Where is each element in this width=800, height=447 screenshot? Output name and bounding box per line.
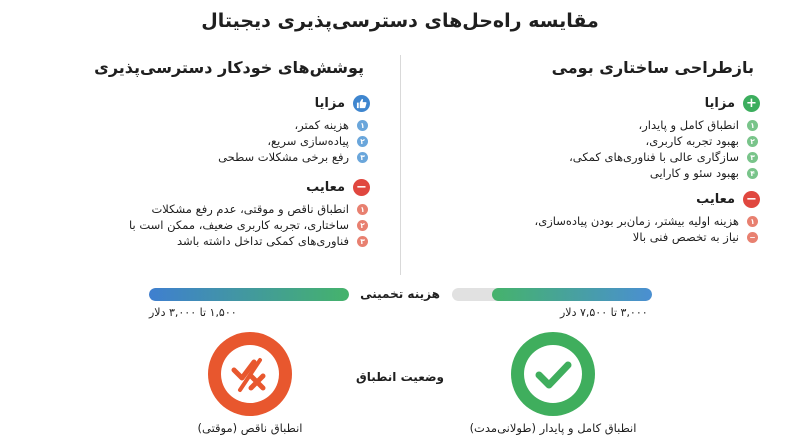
native-pros-list	[430, 118, 760, 181]
native-cost-bar	[452, 288, 652, 301]
overlay-cost-label: ۱,۵۰۰ تا ۳,۰۰۰ دلار	[149, 306, 237, 319]
list-item: ۳ فناوری‌های کمکی تداخل داشته باشد	[40, 234, 370, 249]
list-item: ۲ ساختاری، تجربه کاربری ضعیف، ممکن است با	[40, 218, 370, 233]
number-badge: ۱	[747, 120, 758, 131]
thumbs-up-icon	[353, 95, 370, 112]
native-cost-fill	[492, 288, 652, 301]
overlay-title: پوشش‌های خودکار دسترسی‌پذیری	[94, 58, 364, 77]
list-item: ۱ هزینه کمتر،	[40, 118, 370, 133]
status-heading: وضعیت انطباق	[355, 370, 445, 384]
page-title: مقایسه راه‌حل‌های دسترسی‌پذیری دیجیتال	[201, 10, 599, 32]
list-item: ۲ بهبود تجربه کاربری،	[430, 134, 760, 149]
native-cost-label: ۳,۰۰۰ تا ۷,۵۰۰ دلار	[560, 306, 648, 319]
number-badge: ۱	[357, 204, 368, 215]
minus-icon: −	[743, 191, 760, 208]
native-redesign-title: بازطراحی ساختاری بومی	[551, 58, 754, 77]
overlay-cost-fill	[149, 288, 349, 301]
check-icon	[511, 332, 595, 416]
minus-icon: −	[353, 179, 370, 196]
native-cons-heading	[430, 191, 760, 208]
number-badge: ۳	[357, 152, 368, 163]
native-pros-label: مزایا	[704, 96, 735, 111]
number-badge: ۲	[747, 136, 758, 147]
overlay-column	[40, 58, 370, 259]
overlay-cons-list	[40, 202, 370, 249]
list-item: ۳ رفع برخی مشکلات سطحی	[40, 150, 370, 165]
plus-icon: +	[743, 95, 760, 112]
list-item: − نیاز به تخصص فنی بالا	[430, 230, 760, 245]
overlay-status-label: انطباق ناقص (موقتی)	[197, 421, 303, 435]
number-badge: ۳	[357, 236, 368, 247]
list-item: ۱ انطباق ناقص و موقتی، عدم رفع مشکلات	[40, 202, 370, 217]
list-item: ۲ پیاده‌سازی سریع،	[40, 134, 370, 149]
check-cross-icon	[208, 332, 292, 416]
overlay-cons-label: معایب	[306, 180, 345, 195]
list-item: ۳ سازگاری عالی با فناوری‌های کمکی،	[430, 150, 760, 165]
number-badge: ۲	[357, 136, 368, 147]
overlay-cost-bar	[149, 288, 349, 301]
number-badge: ۴	[747, 168, 758, 179]
column-divider	[400, 55, 401, 275]
overlay-pros-heading	[40, 95, 370, 112]
native-cons-list	[430, 214, 760, 245]
number-badge: ۱	[357, 120, 368, 131]
list-item: ۱ هزینه اولیه بیشتر، زمان‌بر بودن پیاده‌سازی،	[430, 214, 760, 229]
number-badge: ۱	[747, 216, 758, 227]
number-badge: ۳	[747, 152, 758, 163]
native-cons-label: معایب	[696, 192, 735, 207]
native-pros-heading	[430, 95, 760, 112]
overlay-cons-heading	[40, 179, 370, 196]
list-item: ۱ انطباق کامل و پایدار،	[430, 118, 760, 133]
dash-badge: −	[747, 232, 758, 243]
cost-heading: هزینه تخمینی	[360, 287, 440, 301]
native-redesign-column	[430, 58, 760, 255]
number-badge: ۲	[357, 220, 368, 231]
overlay-pros-list	[40, 118, 370, 165]
overlay-pros-label: مزایا	[314, 96, 345, 111]
native-status-label: انطباق کامل و پایدار (طولانی‌مدت)	[469, 421, 637, 435]
list-item: ۴ بهبود سئو و کارایی	[430, 166, 760, 181]
